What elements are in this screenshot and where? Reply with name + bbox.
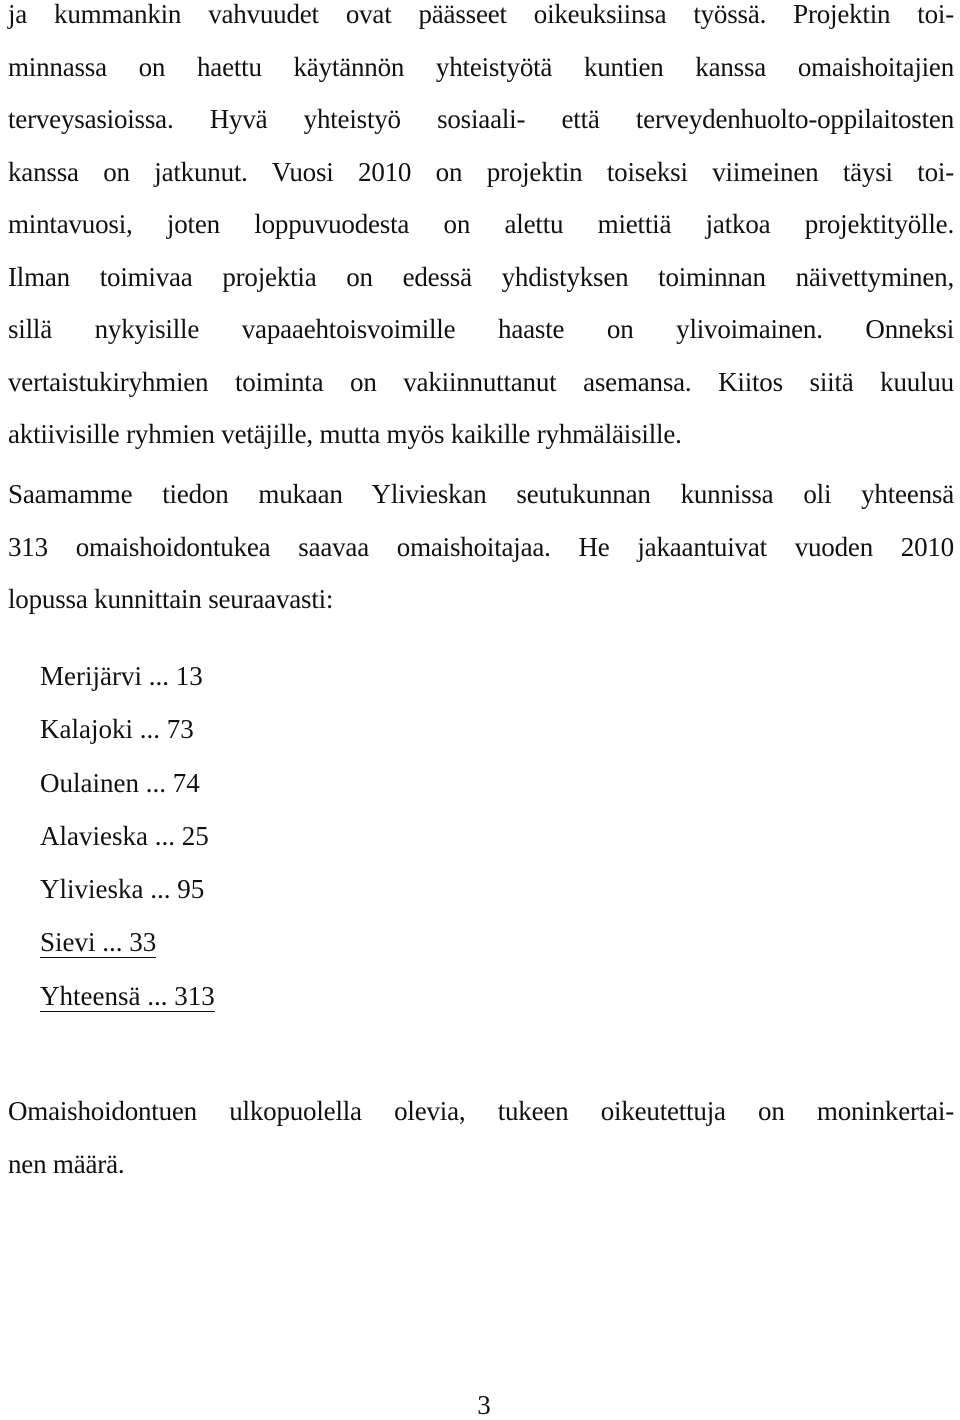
list-item-label: Alavieska ... 25 (40, 820, 209, 851)
page-number: 3 (477, 1390, 491, 1420)
list-item-merijarvi (40, 650, 215, 703)
list-item-label: Kalajoki ... 73 (40, 714, 194, 745)
list-item-total (40, 970, 215, 1023)
text-line: kanssa on jatkunut. Vuosi 2010 on projektin toiseksi viimeinen täysi toi- (8, 156, 954, 187)
list-item-alavieska (40, 810, 215, 863)
text-line: Saamamme tiedon mukaan Ylivieskan seutukunnan kunnissa oli yhteensä (8, 479, 954, 509)
text-line: lopussa kunnittain seuraavasti: (8, 584, 334, 614)
list-item-label: Yhteensä ... 313 (40, 980, 215, 1011)
text-line: minnassa on haettu käytännön yhteistyötä kuntien kanssa omaishoitajien (8, 51, 954, 82)
text-line: terveysasioissa. Hyvä yhteistyö sosiaali- että terveydenhuolto-oppilaitosten (8, 104, 954, 134)
paragraph-unsupported-caregivers (8, 1085, 954, 1190)
text-line: aktiivisille ryhmien vetäjille, mutta myös kaikille ryhmäläisille. (8, 419, 682, 449)
text-line: sillä nykyisille vapaaehtoisvoimille haaste on ylivoimainen. Onneksi (8, 314, 954, 344)
text-line: 313 omaishoidontukea saavaa omaishoitajaa. He jakaantuivat vuoden 2010 (8, 531, 954, 562)
list-item-oulainen (40, 757, 215, 810)
municipality-list (40, 650, 215, 1023)
list-item-label: Oulainen ... 74 (40, 767, 200, 798)
text-line: ja kummankin vahvuudet ovat päässeet oikeuksiinsa työssä. Projektin toi- (8, 0, 954, 29)
list-item-label: Merijärvi ... 13 (40, 661, 203, 691)
list-item-kalajoki (40, 703, 215, 756)
paragraph-project-summary (8, 0, 954, 461)
list-item-label: Sievi ... 33 (40, 927, 157, 958)
list-item-label: Ylivieska ... 95 (40, 874, 205, 905)
text-line: nen määrä. (8, 1148, 125, 1179)
paragraph-caregiver-count (8, 468, 954, 626)
list-item-sievi (40, 916, 215, 969)
text-line: vertaistukiryhmien toiminta on vakiinnuttanut asemansa. Kiitos siitä kuuluu (8, 366, 954, 397)
text-line: Ilman toimivaa projektia on edessä yhdistyksen toiminnan näivettyminen, (8, 261, 954, 292)
text-line: Omaishoidontuen ulkopuolella olevia, tukeen oikeutettuja on moninkertai- (8, 1096, 954, 1126)
text-line: mintavuosi, joten loppuvuodesta on alettu miettiä jatkoa projektityölle. (8, 209, 954, 239)
list-item-ylivieska (40, 863, 215, 916)
